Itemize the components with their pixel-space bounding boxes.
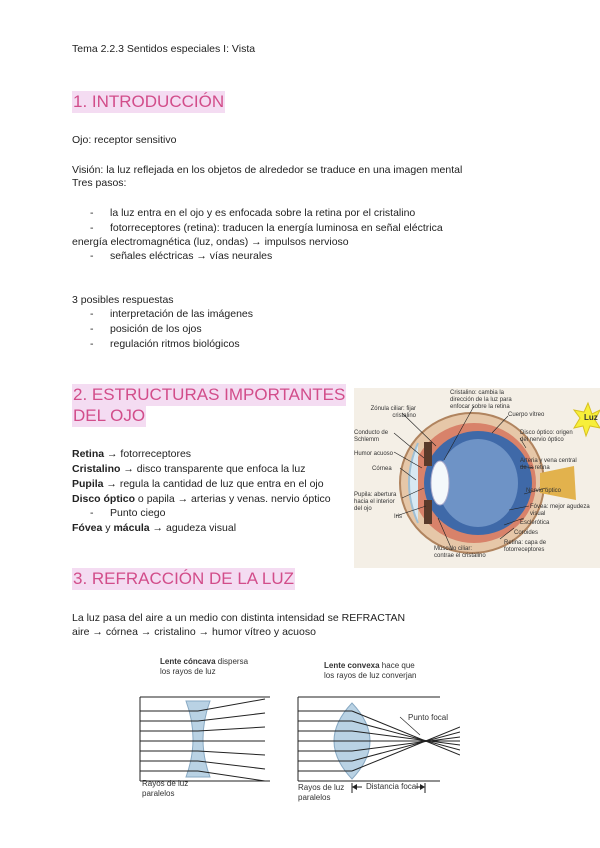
refraction-p2: aire → córnea → cristalino → humor vítreo y acuoso bbox=[72, 626, 316, 638]
document-header: Tema 2.2.3 Sentidos especiales I: Vista bbox=[72, 43, 256, 55]
label-fovea: Fóvea: mejor agudeza visual bbox=[530, 504, 590, 517]
label-zonula: Zónula ciliar: fijar cristalino bbox=[370, 406, 416, 419]
label-humor: Humor acuoso bbox=[354, 451, 394, 457]
section-2-title-line1: 2. ESTRUCTURAS IMPORTANTES bbox=[73, 385, 346, 404]
structure-disco: Disco óptico o papila → arterias y venas. nervio óptico bbox=[72, 493, 331, 505]
responses-title: 3 posibles respuestas bbox=[72, 294, 174, 306]
label-schlemm: Conducto de Schlemm bbox=[354, 430, 389, 443]
energy-line: energía electromagnética (luz, ondas) → impulsos nervioso bbox=[72, 236, 349, 248]
convex-label: Lente convexa hace que bbox=[324, 661, 415, 670]
intro-p2: Visión: la luz reflejada en los objetos de alrededor se traduce en una imagen mental bbox=[72, 164, 463, 176]
label-arteria: Arteria y vena central de la retina bbox=[520, 458, 577, 471]
intro-p3: Tres pasos: bbox=[72, 177, 127, 189]
list-item: - posición de los ojos bbox=[90, 323, 202, 335]
convex-rays-label: Rayos de luz bbox=[298, 783, 345, 792]
label-cornea: Córnea bbox=[372, 466, 392, 472]
concave-label: Lente cóncava dispersa bbox=[160, 657, 249, 666]
list-item: - señales eléctricas → vías neurales bbox=[90, 250, 273, 262]
label-iris: Iris bbox=[394, 514, 402, 520]
list-item: - regulación ritmos biológicos bbox=[90, 338, 240, 350]
focal-distance-label: Distancia focal bbox=[366, 782, 419, 791]
section-3-title: 3. REFRACCIÓN DE LA LUZ bbox=[73, 569, 295, 588]
refraction-p1: La luz pasa del aire a un medio con distinta intensidad se REFRACTAN bbox=[72, 612, 406, 624]
section-2-title-line2: DEL OJO bbox=[73, 406, 146, 425]
list-item: - Punto ciego bbox=[90, 507, 166, 519]
structure-pupila: Pupila → regula la cantidad de luz que entra en el ojo bbox=[72, 478, 324, 490]
intro-p1: Ojo: receptor sensitivo bbox=[72, 134, 177, 146]
label-retina: Retina: capa de fotorreceptores bbox=[504, 540, 547, 553]
concave-rays-label-2: paralelos bbox=[142, 789, 175, 798]
label-luz: Luz bbox=[584, 413, 598, 422]
structure-fovea: Fóvea y mácula → agudeza visual bbox=[72, 522, 237, 534]
label-coroides: Coroides bbox=[514, 530, 539, 536]
label-musculo: Músculo ciliar: contrae el cristalino bbox=[434, 546, 486, 559]
concave-label-2: los rayos de luz bbox=[160, 667, 216, 676]
structure-retina: Retina → fotorreceptores bbox=[72, 448, 192, 460]
list-item: - interpretación de las imágenes bbox=[90, 308, 254, 320]
concave-rays-label: Rayos de luz bbox=[142, 779, 189, 788]
focal-point-label: Punto focal bbox=[408, 713, 449, 722]
list-item: - la luz entra en el ojo y es enfocada sobre la retina por el cristalino bbox=[90, 207, 416, 219]
convex-rays-label-2: paralelos bbox=[298, 793, 331, 802]
section-1-title: 1. INTRODUCCIÓN bbox=[73, 92, 225, 111]
label-esclerotica: Esclerótica bbox=[520, 520, 550, 526]
list-item: - fotorreceptores (retina): traducen la energía luminosa en señal eléctrica bbox=[90, 222, 443, 234]
label-cristalino: Cristalino: cambia la dirección de la luz para enfocar sobre la retina bbox=[450, 390, 512, 410]
lens-diagram bbox=[130, 655, 460, 805]
label-vitreo: Cuerpo vítreo bbox=[508, 412, 545, 418]
label-disco: Disco óptico: origen del nervio óptico bbox=[520, 430, 573, 443]
label-nervio: Nervio óptico bbox=[526, 488, 562, 494]
eye-diagram bbox=[354, 388, 600, 568]
label-pupila: Pupila: abertura hacia el interior del ojo bbox=[354, 492, 397, 512]
structure-cristalino: Cristalino → disco transparente que enfoca la luz bbox=[72, 463, 306, 475]
convex-label-2: los rayos de luz converjan bbox=[324, 671, 417, 680]
